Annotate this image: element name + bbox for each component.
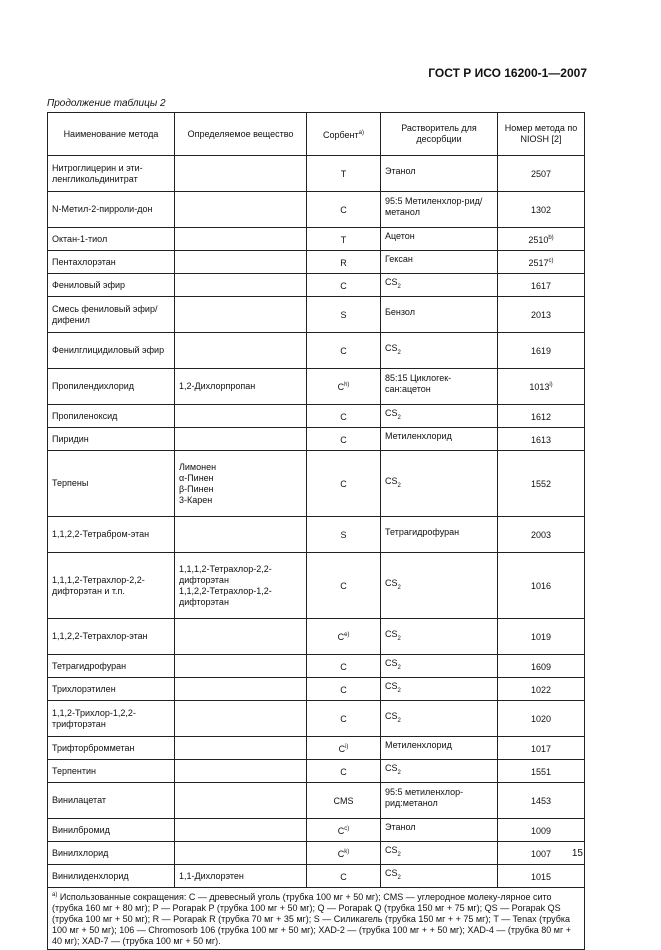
niosh-number-cell xyxy=(498,701,585,737)
substance-cell xyxy=(175,760,307,783)
solvent-sub: 2 xyxy=(397,874,401,881)
solvent-value: Метиленхлорид xyxy=(385,740,452,751)
table-body xyxy=(48,156,585,888)
sorbent-value: C xyxy=(340,871,347,882)
sorbent-value: C xyxy=(340,205,347,215)
niosh-number-value: 1302 xyxy=(530,205,552,215)
method-name-cell: 1,1,2,2-Тетрахлор-этан xyxy=(48,619,175,655)
table-row xyxy=(48,760,585,783)
substance-cell xyxy=(175,251,307,274)
solvent-cell xyxy=(381,819,498,842)
table-row xyxy=(48,655,585,678)
col-header-method: Наименование метода xyxy=(48,113,175,156)
niosh-number-value: 1619 xyxy=(530,346,552,356)
solvent-cell xyxy=(381,517,498,553)
table-row xyxy=(48,842,585,865)
methods-table xyxy=(47,112,585,950)
solvent-cell xyxy=(381,274,498,297)
substance-cell xyxy=(175,842,307,865)
substance-cell xyxy=(175,517,307,553)
solvent-value: 85:15 Циклогек-сан:ацетон xyxy=(385,373,452,395)
substance-cell xyxy=(175,333,307,369)
solvent-value: Метиленхлорид xyxy=(385,431,452,442)
col-header-sorbent: Сорбент$^{a)}$ xyxy=(307,113,381,156)
sorbent-value: C xyxy=(340,346,347,356)
sorbent-value: C xyxy=(340,714,347,724)
niosh-number-cell xyxy=(498,228,585,251)
niosh-number-cell xyxy=(498,655,585,678)
sorbent-cell xyxy=(307,783,381,819)
niosh-number-cell xyxy=(498,274,585,297)
solvent-value: CS xyxy=(385,710,398,721)
method-name-cell: Пропиленоксид xyxy=(48,405,175,428)
solvent-sub: 2 xyxy=(397,414,401,421)
niosh-number-value: 2517 xyxy=(528,257,549,268)
substance-cell xyxy=(175,156,307,192)
sorbent-cell xyxy=(307,701,381,737)
solvent-sub: 2 xyxy=(397,584,401,591)
niosh-number-value: 1013 xyxy=(529,382,550,392)
solvent-cell xyxy=(381,333,498,369)
solvent-cell xyxy=(381,842,498,865)
sorbent-cell xyxy=(307,619,381,655)
footnote-mark: a) xyxy=(52,892,58,898)
method-name-cell: 1,1,1,2-Тетрахлор-2,2-дифторэтан и т.п. xyxy=(48,553,175,619)
sorbent-value: C xyxy=(340,434,347,445)
substance-cell: 1,2-Дихлорпропан xyxy=(175,369,307,405)
niosh-number-cell xyxy=(498,297,585,333)
substance-cell: 1,1-Дихлорэтен xyxy=(175,865,307,888)
sorbent-cell xyxy=(307,192,381,228)
sorbent-cell xyxy=(307,451,381,517)
substance-cell xyxy=(175,428,307,451)
table-row xyxy=(48,156,585,192)
sorbent-cell xyxy=(307,517,381,553)
niosh-number-cell xyxy=(498,678,585,701)
niosh-number-cell xyxy=(498,451,585,517)
table-row xyxy=(48,819,585,842)
solvent-value: Тетрагидрофуран xyxy=(385,526,460,537)
solvent-cell xyxy=(381,192,498,228)
method-name-cell: Октан-1-тиол xyxy=(48,228,175,251)
col-header-niosh-number: Номер метода по NIOSH [2] xyxy=(498,113,585,156)
sorbent-cell xyxy=(307,865,381,888)
method-name-cell: Пропилендихлорид xyxy=(48,369,175,405)
sorbent-value: C xyxy=(337,825,345,836)
footnote-row xyxy=(48,888,585,950)
sorbent-sup: c) xyxy=(344,825,350,832)
sorbent-sup: h) xyxy=(344,382,350,388)
sorbent-sup: i) xyxy=(345,743,349,750)
solvent-cell xyxy=(381,451,498,517)
table-row xyxy=(48,428,585,451)
sorbent-value: C xyxy=(340,280,347,291)
solvent-value: Этанол xyxy=(385,822,416,833)
solvent-value: CS xyxy=(385,277,398,288)
col-header-solvent: Растворитель для десорбции xyxy=(381,113,498,156)
solvent-cell xyxy=(381,678,498,701)
table-row xyxy=(48,451,585,517)
method-name-cell: Терпены xyxy=(48,451,175,517)
solvent-cell xyxy=(381,701,498,737)
solvent-sub: 2 xyxy=(397,482,401,489)
niosh-number-sup: i) xyxy=(549,382,553,388)
method-name-cell: Фениловый эфир xyxy=(48,274,175,297)
sorbent-cell xyxy=(307,553,381,619)
table-row xyxy=(48,619,585,655)
niosh-number-value: 1552 xyxy=(530,479,552,489)
solvent-cell xyxy=(381,428,498,451)
table-row xyxy=(48,274,585,297)
sorbent-cell xyxy=(307,156,381,192)
niosh-number-cell xyxy=(498,369,585,405)
solvent-sub: 2 xyxy=(397,349,401,356)
table-row xyxy=(48,297,585,333)
substance-cell: Лимонен α-Пинен β-Пинен 3-Карен xyxy=(175,451,307,517)
solvent-value: Бензол xyxy=(385,306,415,317)
method-name-cell: 1,1,2-Трихлор-1,2,2-трифторэтан xyxy=(48,701,175,737)
sorbent-cell xyxy=(307,842,381,865)
niosh-number-value: 1015 xyxy=(530,871,552,882)
table-row xyxy=(48,251,585,274)
solvent-cell xyxy=(381,783,498,819)
sorbent-cell xyxy=(307,369,381,405)
niosh-number-cell xyxy=(498,737,585,760)
substance-cell xyxy=(175,192,307,228)
niosh-number-cell xyxy=(498,156,585,192)
sorbent-cell xyxy=(307,297,381,333)
table-row xyxy=(48,737,585,760)
solvent-value: CS xyxy=(385,577,398,588)
niosh-number-cell xyxy=(498,619,585,655)
sorbent-value: T xyxy=(340,234,347,245)
niosh-number-value: 1019 xyxy=(530,632,552,642)
solvent-value: 95:5 метиленхлор-рид:метанол xyxy=(385,787,464,809)
solvent-cell xyxy=(381,865,498,888)
substance-cell xyxy=(175,274,307,297)
sorbent-cell xyxy=(307,228,381,251)
table-row xyxy=(48,678,585,701)
solvent-cell xyxy=(381,369,498,405)
substance-cell xyxy=(175,228,307,251)
niosh-number-value: 1017 xyxy=(530,743,552,754)
niosh-number-value: 1551 xyxy=(530,766,552,777)
niosh-number-value: 1617 xyxy=(530,280,552,291)
substance-cell xyxy=(175,678,307,701)
niosh-number-value: 1020 xyxy=(530,714,552,724)
sorbent-cell xyxy=(307,405,381,428)
method-name-cell: Винилбромид xyxy=(48,819,175,842)
substance-cell: 1,1,1,2-Тетрахлор-2,2-дифторэтан 1,1,2,2-Тетрахлор-1,2-дифторэтан xyxy=(175,553,307,619)
solvent-cell xyxy=(381,297,498,333)
sorbent-value: S xyxy=(340,530,347,540)
solvent-cell xyxy=(381,156,498,192)
sorbent-cell xyxy=(307,819,381,842)
niosh-number-value: 2013 xyxy=(530,310,552,320)
sorbent-cell xyxy=(307,760,381,783)
niosh-number-value: 2507 xyxy=(530,169,552,179)
solvent-sub: 2 xyxy=(397,769,401,776)
sorbent-value: S xyxy=(340,310,347,320)
solvent-cell xyxy=(381,553,498,619)
solvent-cell xyxy=(381,228,498,251)
solvent-cell xyxy=(381,619,498,655)
solvent-sub: 2 xyxy=(397,283,401,290)
solvent-cell xyxy=(381,737,498,760)
solvent-value: CS xyxy=(385,658,398,669)
niosh-number-value: 2510 xyxy=(528,234,549,245)
solvent-cell xyxy=(381,760,498,783)
solvent-value: Этанол xyxy=(385,165,416,176)
solvent-sub: 2 xyxy=(397,664,401,671)
col-header-substance: Определяемое вещество xyxy=(175,113,307,156)
sorbent-value: C xyxy=(340,479,347,489)
sorbent-value: C xyxy=(340,581,347,591)
method-name-cell: N-Метил-2-пирроли-дон xyxy=(48,192,175,228)
niosh-number-cell xyxy=(498,819,585,842)
solvent-value: CS xyxy=(385,763,398,774)
footnote xyxy=(48,888,585,950)
method-name-cell: Винилиденхлорид xyxy=(48,865,175,888)
solvent-value: CS xyxy=(385,342,398,353)
sorbent-sup: e) xyxy=(344,632,350,638)
sorbent-cell xyxy=(307,251,381,274)
niosh-number-value: 1613 xyxy=(530,434,552,445)
niosh-number-cell xyxy=(498,333,585,369)
method-name-cell: Пентахлорэтан xyxy=(48,251,175,274)
substance-cell xyxy=(175,737,307,760)
sorbent-cell xyxy=(307,678,381,701)
solvent-value: CS xyxy=(385,681,398,692)
method-name-cell: Трифторбромметан xyxy=(48,737,175,760)
sorbent-value: C xyxy=(340,684,347,695)
solvent-value: CS xyxy=(385,408,398,419)
solvent-value: 95:5 Метиленхлор-рид/метанол xyxy=(385,196,483,218)
table-row xyxy=(48,405,585,428)
substance-cell xyxy=(175,297,307,333)
sorbent-value: C xyxy=(337,382,345,392)
sorbent-value: CMS xyxy=(333,796,354,806)
substance-cell xyxy=(175,701,307,737)
niosh-number-cell xyxy=(498,251,585,274)
table-row xyxy=(48,369,585,405)
table-row xyxy=(48,783,585,819)
solvent-value: CS xyxy=(385,628,398,639)
page-number: 15 xyxy=(571,848,583,859)
method-name-cell: Винилацетат xyxy=(48,783,175,819)
table-header-row xyxy=(48,113,585,156)
solvent-sub: 2 xyxy=(397,635,401,642)
method-name-cell: Фенилглицидиловый эфир xyxy=(48,333,175,369)
niosh-number-value: 2003 xyxy=(530,530,552,540)
document-code: ГОСТ Р ИСО 16200-1—2007 xyxy=(428,66,587,80)
niosh-number-cell xyxy=(498,405,585,428)
sorbent-value: C xyxy=(340,411,347,422)
sorbent-cell xyxy=(307,655,381,678)
table-row xyxy=(48,865,585,888)
sorbent-value: C xyxy=(337,848,345,859)
sorbent-value: C xyxy=(340,766,347,777)
solvent-sub: 2 xyxy=(397,851,401,858)
solvent-cell xyxy=(381,655,498,678)
substance-cell xyxy=(175,655,307,678)
niosh-number-cell xyxy=(498,553,585,619)
sorbent-value: C xyxy=(340,661,347,672)
niosh-number-cell xyxy=(498,192,585,228)
solvent-value: CS xyxy=(385,845,398,856)
niosh-number-value: 1016 xyxy=(530,581,552,591)
solvent-value: Гексан xyxy=(385,254,413,265)
method-name-cell: Винилхлорид xyxy=(48,842,175,865)
method-name-cell: Трихлорэтилен xyxy=(48,678,175,701)
substance-cell xyxy=(175,783,307,819)
table-row xyxy=(48,517,585,553)
sorbent-cell xyxy=(307,428,381,451)
substance-cell xyxy=(175,819,307,842)
method-name-cell: Тетрагидрофуран xyxy=(48,655,175,678)
footnote-text: Использованные сокращения: C — древесный уголь (трубка 100 мг + 50 мг); CMS — углеродное молеку-лярное сито (трубка 160 мг + 80 мг); P — Porapak P (трубка 100 мг + 50 мг); Q — Porapak Q (трубка 150 мг + 75 мг); QS — Porapak QS (трубка 100 мг + 50 мг); R — Porapak R (трубка 70 мг + 35 мг); S — Силикагель (трубка 150 мг + + 75 мг); T — Tenax (трубка 100 мг + 50 мг); 106 — Chromosorb 106 (трубка 100 мг + 50 мг); XAD-2 — (трубка 100 мг + + 50 мг); XAD-4 — (трубка 80 мг + 40 мг); XAD-7 — (трубка 100 мг + 50 мг). xyxy=(52,892,571,946)
sorbent-value: R xyxy=(340,257,347,268)
sorbent-value: T xyxy=(340,169,347,179)
niosh-number-cell xyxy=(498,517,585,553)
method-name-cell: 1,1,2,2-Тетрабром-этан xyxy=(48,517,175,553)
table-row xyxy=(48,333,585,369)
method-name-cell: Пиридин xyxy=(48,428,175,451)
solvent-sub: 2 xyxy=(397,717,401,724)
sorbent-cell xyxy=(307,333,381,369)
substance-cell xyxy=(175,405,307,428)
niosh-number-cell xyxy=(498,760,585,783)
method-name-cell: Терпентин xyxy=(48,760,175,783)
table-row xyxy=(48,553,585,619)
niosh-number-value: 1009 xyxy=(530,825,552,836)
niosh-number-cell xyxy=(498,428,585,451)
niosh-number-value: 1007 xyxy=(530,848,552,859)
sorbent-cell xyxy=(307,737,381,760)
niosh-number-cell xyxy=(498,865,585,888)
solvent-value: CS xyxy=(385,475,398,486)
solvent-sub: 2 xyxy=(397,687,401,694)
table-row xyxy=(48,701,585,737)
niosh-number-value: 1612 xyxy=(530,411,552,422)
table-row xyxy=(48,228,585,251)
sorbent-footnote-mark: a) xyxy=(358,129,364,136)
solvent-value: CS xyxy=(385,868,398,879)
sorbent-value: C xyxy=(338,743,346,754)
table-caption: Продолжение таблицы 2 xyxy=(47,98,166,109)
niosh-number-value: 1609 xyxy=(530,661,552,672)
substance-cell xyxy=(175,619,307,655)
solvent-value: Ацетон xyxy=(385,231,415,242)
niosh-number-sup: c) xyxy=(548,257,554,264)
sorbent-cell xyxy=(307,274,381,297)
sorbent-sup: k) xyxy=(344,848,350,855)
method-name-cell: Смесь фениловый эфир/дифенил xyxy=(48,297,175,333)
niosh-number-cell xyxy=(498,783,585,819)
niosh-number-sup: b) xyxy=(548,234,554,241)
method-name-cell: Нитроглицерин и эти-ленгликольдинитрат xyxy=(48,156,175,192)
solvent-cell xyxy=(381,405,498,428)
sorbent-value: C xyxy=(337,632,345,642)
niosh-number-value: 1022 xyxy=(530,684,552,695)
niosh-number-value: 1453 xyxy=(530,796,552,806)
table-row xyxy=(48,192,585,228)
solvent-cell xyxy=(381,251,498,274)
